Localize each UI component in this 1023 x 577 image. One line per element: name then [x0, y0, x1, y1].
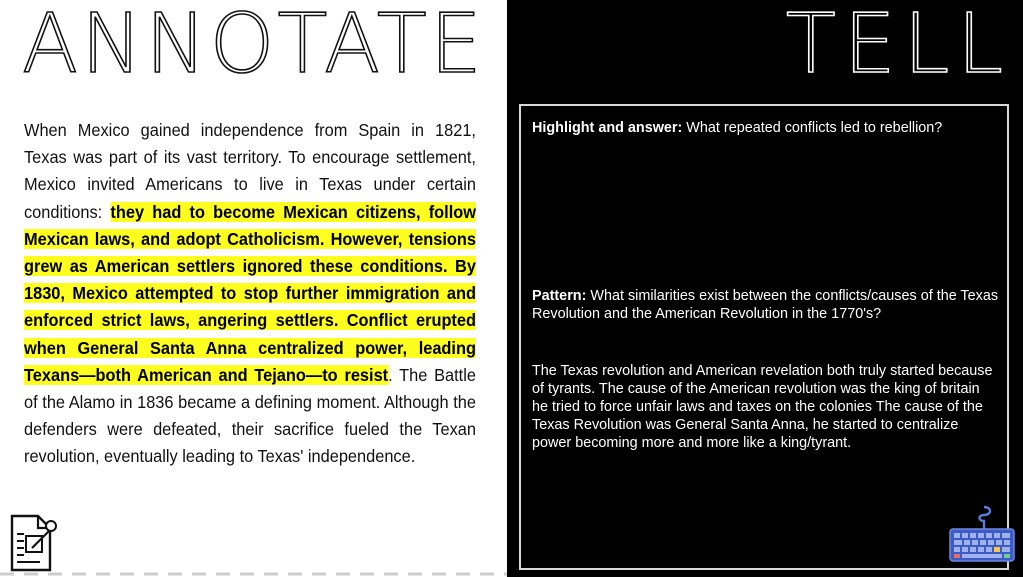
student-answer-text[interactable]: The Texas revolution and American revelation both truly started because of tyrants. The cause of the American revolution was the king of britain he tried to force unfair laws and taxes on the colonies The cause of the Texas Revolution was General Santa Anna, he started to centralize power becoming more and more like a king/tyrant. — [532, 363, 993, 451]
annotate-title: ANNOTATE — [22, 0, 485, 92]
question-pattern-label: Pattern: — [532, 288, 587, 304]
passage-intro: When Mexico gained independence from Spain in 1821, Texas was part of its vast territory. To encourage settlement, Mexico invited Americans to live in Texas under certain conditions: — [24, 120, 476, 222]
bottom-dash-divider — [0, 571, 507, 577]
document-edit-icon — [6, 512, 58, 574]
keyboard-icon — [948, 505, 1016, 563]
question-highlight-label: Highlight and answer: — [532, 120, 683, 136]
passage-highlight: they had to become Mexican citizens, follow Mexican laws, and adopt Catholicism. However, tensions grew as American settlers ignored these conditions. By 1830, Mexico attempted to stop further immigration and enforced strict laws, angering settlers. Conflict erupted when General Santa Anna centralized power, leading Texans—both American and Tejano—to resist — [24, 201, 476, 385]
reading-passage — [24, 117, 476, 471]
tell-title: TELL — [785, 0, 1011, 92]
annotate-panel — [0, 0, 507, 577]
question-pattern — [532, 287, 1002, 323]
question-highlight-answer — [532, 119, 1002, 137]
question-pattern-text: What similarities exist between the conflicts/causes of the Texas Revolution and the American Revolution in the 1770's? — [532, 288, 999, 322]
passage-outro: . The Battle of the Alamo in 1836 became a defining moment. Although the defenders were defeated, their sacrifice fueled the Texan revolution, eventually leading to Texas' independence. — [24, 364, 476, 467]
question-highlight-text: What repeated conflicts led to rebellion? — [682, 120, 943, 136]
answer-box[interactable] — [519, 104, 1009, 570]
